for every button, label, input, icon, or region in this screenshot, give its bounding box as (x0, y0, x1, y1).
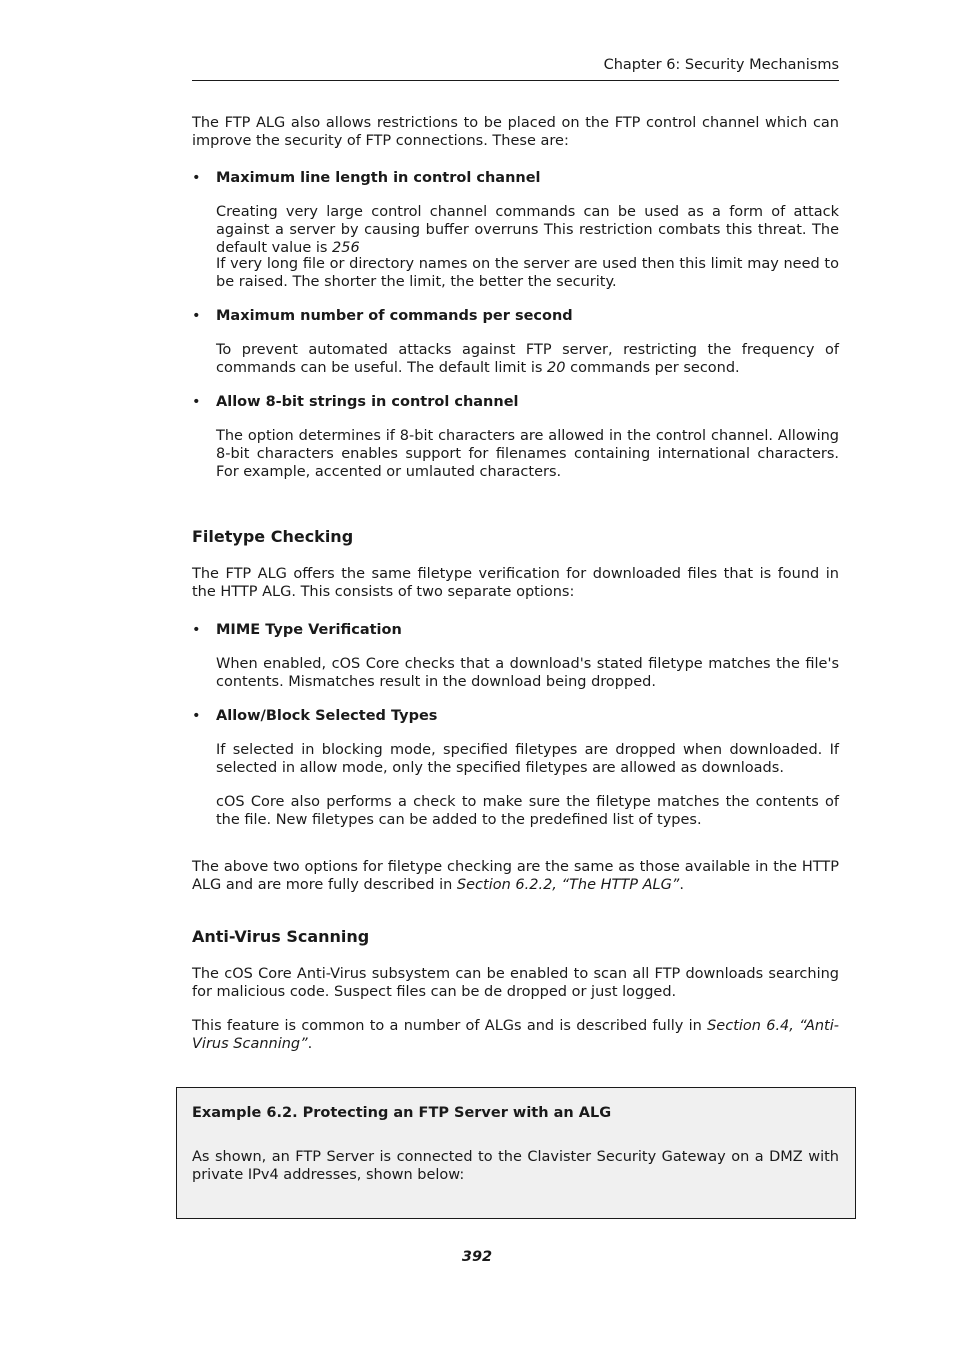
item-note: cOS Core also performs a check to make sure the filetype matches the contents of the file. New filetypes can be added to the predefined list of types. (216, 794, 839, 828)
intro-paragraph: The FTP ALG also allows restrictions to be placed on the FTP control channel which can improve the security of FTP connections. These are: (192, 115, 839, 149)
header-rule (192, 80, 839, 81)
description-text: Creating very large control channel commands can be used as a form of attack against a server by causing buffer overruns This restriction combats this threat. The default value is (216, 204, 839, 256)
cross-reference-link[interactable]: Section 6.2.2, “The HTTP ALG” (456, 877, 680, 893)
item-description: When enabled, cOS Core checks that a download's stated filetype matches the file's contents. Mismatches result in the download being dropped. (216, 656, 839, 690)
bullet-marker: • (192, 170, 201, 186)
filetype-outro (192, 858, 839, 894)
bullet-marker: • (192, 708, 201, 724)
bullet-marker: • (192, 308, 201, 324)
default-value: 256 (332, 240, 360, 256)
example-body: As shown, an FTP Server is connected to the Clavister Security Gateway on a DMZ with private IPv4 addresses, shown below: (192, 1149, 839, 1183)
outro-text: The above two options for filetype checking are the same as those available in the HTTP ALG and are more fully described in (192, 859, 839, 893)
section-heading-antivirus: Anti-Virus Scanning (192, 927, 370, 946)
filetype-intro: The FTP ALG offers the same filetype verification for downloaded files that is found in the HTTP ALG. This consists of two separate options: (192, 566, 839, 600)
item-title-mime: MIME Type Verification (216, 622, 402, 638)
default-value: 20 (547, 360, 566, 376)
description-suffix: commands per second. (565, 360, 740, 376)
description-text: To prevent automated attacks against FTP server, restricting the frequency of commands can be useful. The default limit is (216, 342, 839, 376)
section-heading-filetype: Filetype Checking (192, 527, 354, 546)
item-description (216, 203, 839, 257)
example-title: Example 6.2. Protecting an FTP Server with an ALG (192, 1105, 612, 1121)
reference-text: This feature is common to a number of ALGs and is described fully in (192, 1018, 708, 1034)
antivirus-paragraph: The cOS Core Anti-Virus subsystem can be enabled to scan all FTP downloads searching for malicious code. Suspect files can be de dropped or just logged. (192, 966, 839, 1000)
bullet-marker: • (192, 394, 201, 410)
item-title-allow-block: Allow/Block Selected Types (216, 708, 438, 724)
bullet-marker: • (192, 622, 201, 638)
outro-end: . (679, 877, 684, 893)
item-note: If very long file or directory names on the server are used then this limit may need to be raised. The shorter the limit, the better the security. (216, 256, 839, 290)
page-number: 392 (461, 1249, 493, 1265)
antivirus-reference-paragraph (192, 1017, 839, 1053)
item-title-max-line-length: Maximum line length in control channel (216, 170, 541, 186)
cross-reference-link[interactable]: Section 6.4, “Anti-Virus Scanning” (192, 1018, 839, 1052)
item-description (216, 341, 839, 377)
item-title-max-commands: Maximum number of commands per second (216, 308, 573, 324)
reference-end: . (307, 1036, 313, 1052)
item-description: If selected in blocking mode, specified filetypes are dropped when downloaded. If selected in allow mode, only the specified filetypes are allowed as downloads. (216, 742, 839, 776)
item-title-8bit-strings: Allow 8-bit strings in control channel (216, 394, 519, 410)
running-header: Chapter 6: Security Mechanisms (603, 57, 839, 73)
item-description: The option determines if 8-bit characters are allowed in the control channel. Allowing 8-bit characters enables support for filenames containing international characters. For example, accented or umlauted characters. (216, 428, 839, 480)
